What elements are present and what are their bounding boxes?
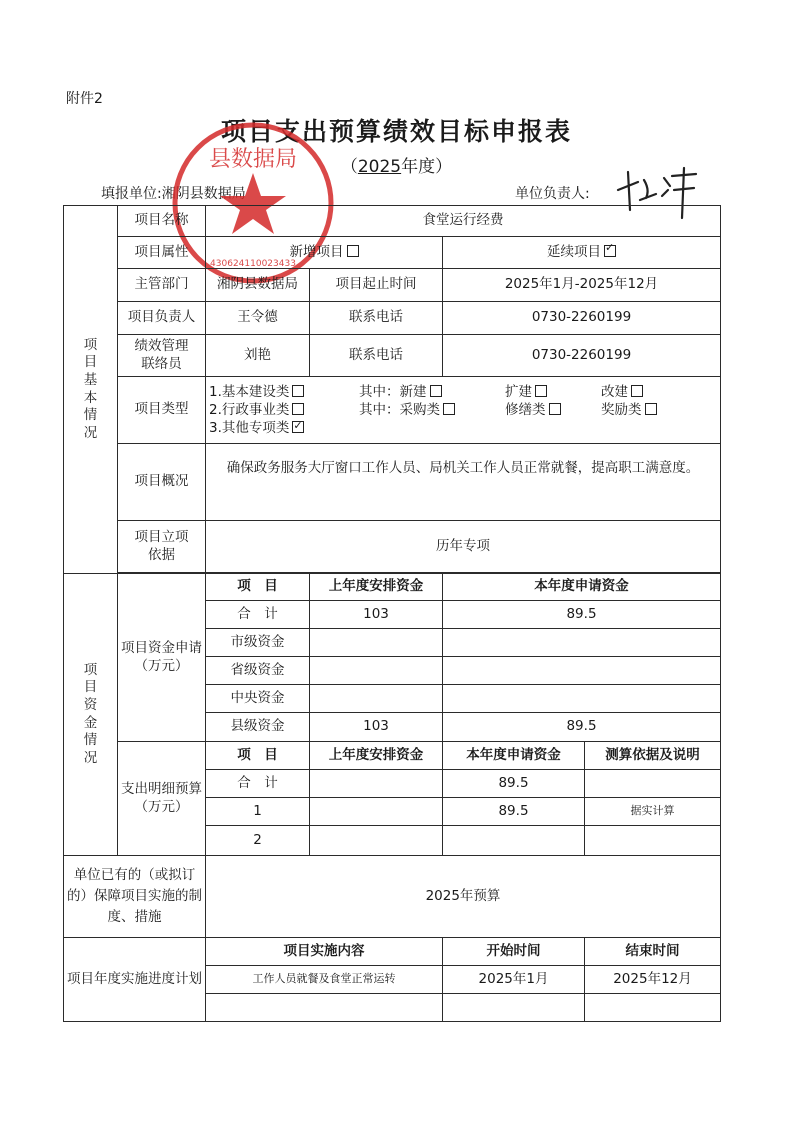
fund-row-name: 合 计: [206, 601, 310, 629]
detail-row-this: 89.5: [443, 770, 585, 798]
checkbox-new-build: [430, 385, 442, 397]
fund-row-this: [443, 629, 721, 657]
project-attr-label: 项目属性: [118, 237, 206, 269]
project-type-options: 1.基本建设类 其中：新建 扩建 改建 2.行政事业类 其中：采购类 修缮类 奖励类 3.其他专项类✓: [206, 377, 721, 444]
fund-row-last: 103: [310, 601, 443, 629]
detail-row-this: 89.5: [443, 798, 585, 826]
checkbox-admin: [292, 403, 304, 415]
phone-value: 0730-2260199: [443, 302, 721, 335]
detail-row-name: 合 计: [206, 770, 310, 798]
section-basic-info: 项 目 基 本 情 况: [64, 206, 118, 574]
fiscal-year: （2025年度）: [340, 157, 453, 177]
perf-contact-value: 刘艳: [206, 335, 310, 377]
plan-col-content: 项目实施内容: [206, 938, 443, 966]
fund-row-this: [443, 685, 721, 713]
checkbox-expand: [535, 385, 547, 397]
overview-label: 项目概况: [118, 444, 206, 521]
plan-row-start: [443, 994, 585, 1022]
period-label: 项目起止时间: [310, 269, 443, 302]
fill-unit: 填报单位:湘阴县数据局: [101, 186, 246, 202]
phone-label: 联系电话: [310, 302, 443, 335]
perf-contact-label: 绩效管理 联络员: [118, 335, 206, 377]
basis-label: 项目立项 依据: [118, 521, 206, 573]
perf-phone-value: 0730-2260199: [443, 335, 721, 377]
dept-label: 主管部门: [118, 269, 206, 302]
detail-row-basis: [585, 826, 721, 856]
checkbox-procure: [443, 403, 455, 415]
attachment-label: 附件2: [66, 91, 103, 107]
project-name-label: 项目名称: [118, 206, 206, 237]
fund-row-last: [310, 685, 443, 713]
col-this-year: 本年度申请资金: [443, 574, 721, 601]
col-last-year: 上年度安排资金: [310, 574, 443, 601]
detail-col-this: 本年度申请资金: [443, 742, 585, 770]
checkbox-new: [347, 245, 359, 257]
project-name-value: 食堂运行经费: [206, 206, 721, 237]
leader-label: 项目负责人: [118, 302, 206, 335]
detail-col-last: 上年度安排资金: [310, 742, 443, 770]
checkbox-rebuild: [631, 385, 643, 397]
project-type-label: 项目类型: [118, 377, 206, 444]
fund-row-name: 省级资金: [206, 657, 310, 685]
checkbox-reward: [645, 403, 657, 415]
plan-col-end: 结束时间: [585, 938, 721, 966]
fund-row-last: 103: [310, 713, 443, 742]
fund-row-name: 县级资金: [206, 713, 310, 742]
attr-cont-option: 延续项目✓: [443, 237, 721, 269]
checkbox-repair: [549, 403, 561, 415]
fund-row-name: 中央资金: [206, 685, 310, 713]
checkbox-other-special: [292, 421, 304, 433]
detail-budget-label: 支出明细预算（万元）: [118, 742, 206, 856]
attr-new-option: 新增项目: [206, 237, 443, 269]
leader-value: 王令德: [206, 302, 310, 335]
svg-text:430624110023433: 430624110023433: [210, 259, 296, 269]
detail-row-last: [310, 826, 443, 856]
plan-col-start: 开始时间: [443, 938, 585, 966]
detail-row-basis: [585, 770, 721, 798]
checkbox-construction: [292, 385, 304, 397]
plan-row-content: [206, 994, 443, 1022]
measures-label: 单位已有的（或拟订的）保障项目实施的制度、措施: [64, 856, 206, 938]
section-funds: 项 目 资 金 情 况: [64, 574, 118, 856]
period-value: 2025年1月-2025年12月: [443, 269, 721, 302]
checkbox-continued: [604, 245, 616, 257]
col-item: 项 目: [206, 574, 310, 601]
dept-value: 湘阴县数据局: [206, 269, 310, 302]
svg-text:县数据局: 县数据局: [208, 147, 298, 172]
fund-row-this: [443, 657, 721, 685]
fund-row-name: 市级资金: [206, 629, 310, 657]
detail-col-basis: 测算依据及说明: [585, 742, 721, 770]
detail-row-basis: 据实计算: [585, 798, 721, 826]
detail-row-last: [310, 770, 443, 798]
plan-row-end: [585, 994, 721, 1022]
detail-col-item: 项 目: [206, 742, 310, 770]
fund-row-this: 89.5: [443, 601, 721, 629]
fund-apply-label: 项目资金申请（万元）: [118, 574, 206, 742]
detail-row-name: 1: [206, 798, 310, 826]
plan-label: 项目年度实施进度计划: [64, 938, 206, 1022]
detail-row-last: [310, 798, 443, 826]
detail-row-this: [443, 826, 585, 856]
basis-value: 历年专项: [206, 521, 721, 573]
plan-row-end: 2025年12月: [585, 966, 721, 994]
overview-value: 确保政务服务大厅窗口工作人员、局机关工作人员正常就餐，提高职工满意度。: [206, 444, 721, 521]
budget-form-table: [63, 205, 721, 1022]
plan-row-content: 工作人员就餐及食堂正常运转: [206, 966, 443, 994]
fund-row-last: [310, 629, 443, 657]
fund-row-last: [310, 657, 443, 685]
plan-row-start: 2025年1月: [443, 966, 585, 994]
measures-value: 2025年预算: [206, 856, 721, 938]
detail-row-name: 2: [206, 826, 310, 856]
perf-phone-label: 联系电话: [310, 335, 443, 377]
page-title: 项目支出预算绩效目标申报表: [220, 117, 572, 146]
fund-row-this: 89.5: [443, 713, 721, 742]
unit-responsible-label: 单位负责人:: [515, 186, 590, 202]
